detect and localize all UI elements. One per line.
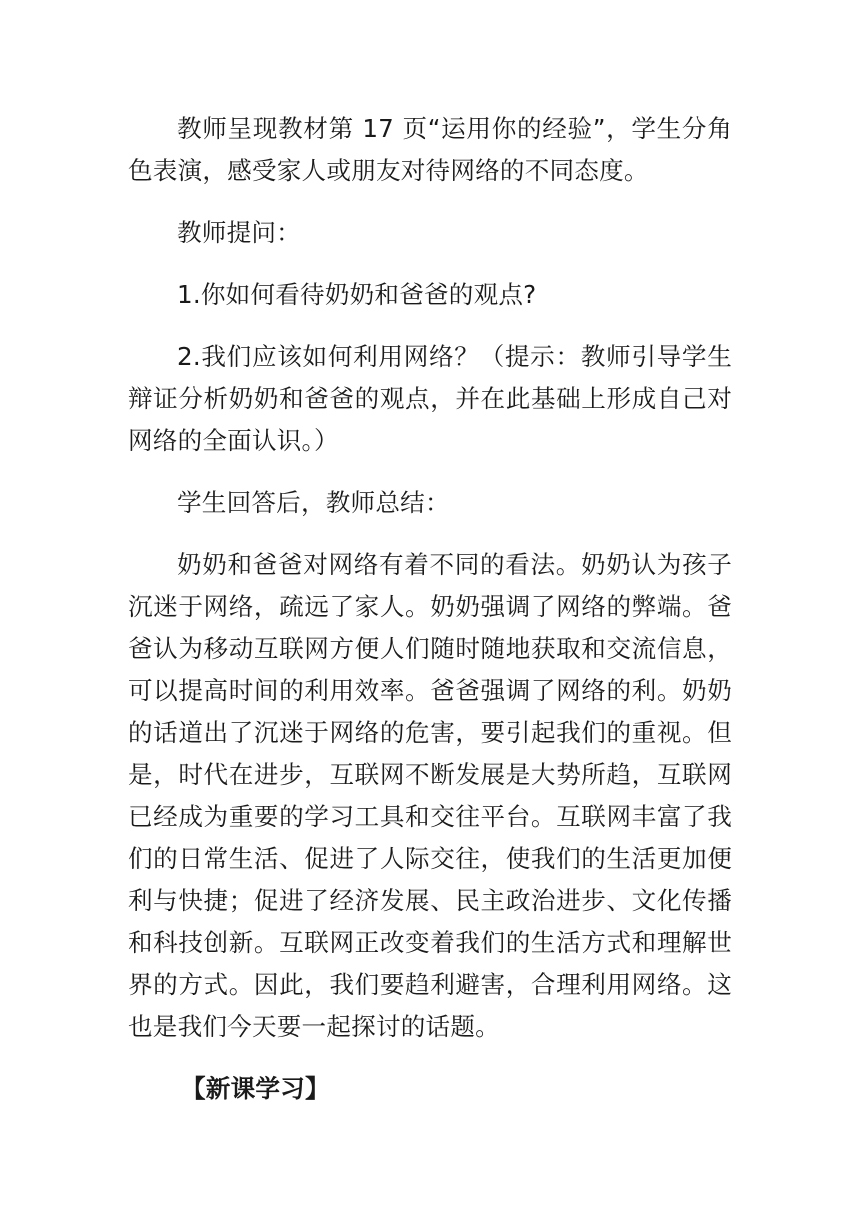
section-heading: 【新课学习】 bbox=[181, 1074, 330, 1103]
document-body bbox=[128, 108, 732, 1110]
paragraph-summary: 奶奶和爸爸对网络有着不同的看法。奶奶认为孩子沉迷于网络，疏远了家人。奶奶强调了网络的弊端。爸爸认为移动互联网方便人们随时随地获取和交流信息，可以提高时间的利用效率。爸爸强调了网络的利。奶奶的话道出了沉迷于网络的危害，要引起我们的重视。但是，时代在进步，互联网不断发展是大势所趋，互联网已经成为重要的学习工具和交往平台。互联网丰富了我们的日常生活、促进了人际交往，使我们的生活更加便利与快捷；促进了经济发展、民主政治进步、文化传播和科技创新。互联网正改变着我们的生活方式和理解世界的方式。因此，我们要趋利避害，合理利用网络。这也是我们今天要一起探讨的话题。 bbox=[128, 550, 732, 1041]
paragraph-summary-lead: 学生回答后，教师总结： bbox=[177, 488, 450, 517]
paragraph-question-2: 2.我们应该如何利用网络？（提示：教师引导学生辩证分析奶奶和爸爸的观点，并在此基础上形成自己对网络的全面认识。） bbox=[128, 342, 732, 455]
paragraph-question-1: 1.你如何看待奶奶和爸爸的观点? bbox=[177, 280, 537, 309]
paragraph-intro: 教师呈现教材第 17 页“运用你的经验”，学生分角色表演，感受家人或朋友对待网络的不同态度。 bbox=[128, 114, 732, 185]
paragraph-teacher-question: 教师提问： bbox=[177, 218, 301, 247]
